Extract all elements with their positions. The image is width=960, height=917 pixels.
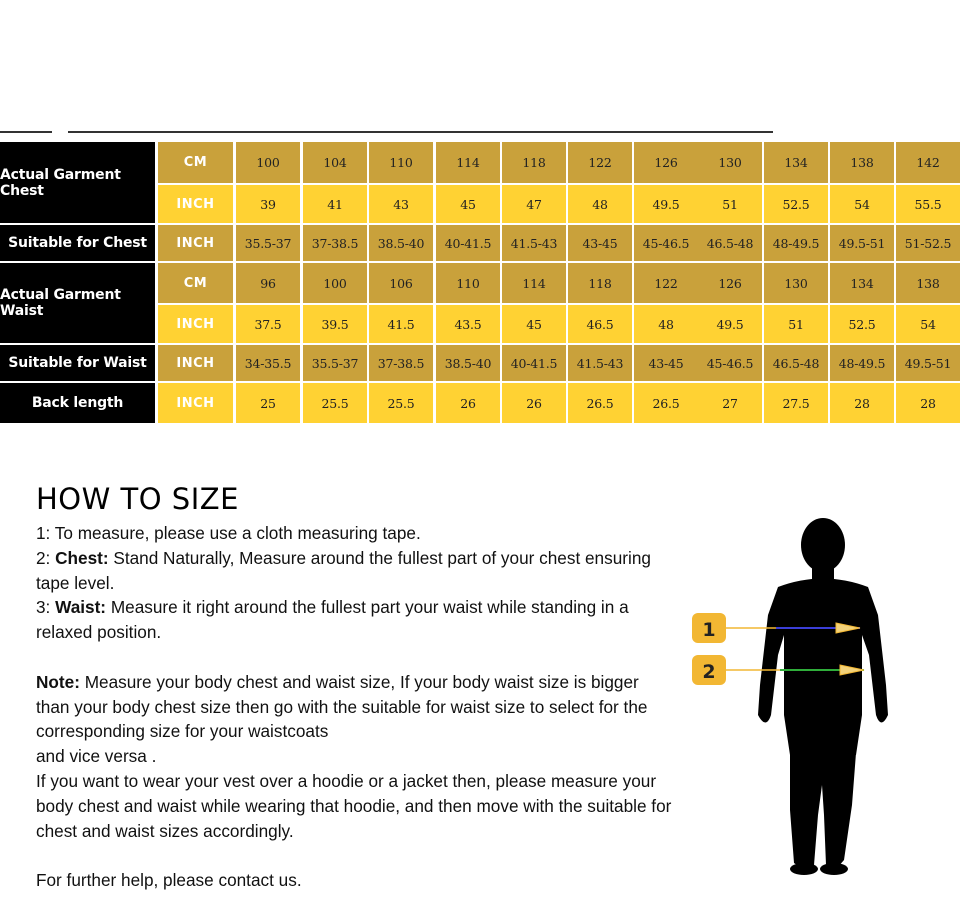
size-value-cell: 51: [698, 185, 762, 223]
size-value-cell: 52.5: [764, 185, 828, 223]
unit-cell: INCH: [158, 345, 233, 381]
size-value-cell: 118: [502, 142, 566, 183]
size-value-cell: 46.5: [568, 305, 632, 343]
size-value-cell: 43-45: [568, 225, 632, 261]
size-value-cell: 45-46.5: [634, 225, 698, 261]
size-value-cell: 49.5-51: [896, 345, 960, 381]
size-value-cell: 35.5-37: [236, 225, 300, 261]
unit-cell: INCH: [158, 225, 233, 261]
step-3: 3: Waist: Measure it right around the fullest part your waist while standing in a relaxed position.: [36, 597, 629, 643]
size-value-cell: 118: [568, 263, 632, 303]
size-value-cell: 26: [502, 383, 566, 423]
contact-text: For further help, please contact us.: [36, 870, 302, 891]
size-value-cell: 43: [369, 185, 433, 223]
unit-cell: INCH: [158, 383, 233, 423]
size-value-cell: 126: [698, 263, 762, 303]
hoodie-note: If you want to wear your vest over a hoodie or a jacket then, please measure your body chest and waist while wearing that hoodie, and then move with the suitable for chest and waist sizes accordingly.: [36, 770, 672, 841]
size-value-cell: 122: [634, 263, 698, 303]
size-value-cell: 51-52.5: [896, 225, 960, 261]
size-value-cell: 39.5: [303, 305, 367, 343]
size-value-cell: 100: [236, 142, 300, 183]
size-value-cell: 41: [303, 185, 367, 223]
size-value-cell: 51: [764, 305, 828, 343]
size-value-cell: 35.5-37: [303, 345, 367, 381]
row-label: Suitable for Chest: [0, 225, 155, 261]
step-1: 1: To measure, please use a cloth measuring tape.: [36, 523, 421, 543]
size-value-cell: 41.5: [369, 305, 433, 343]
size-value-cell: 134: [830, 263, 894, 303]
size-value-cell: 104: [303, 142, 367, 183]
size-value-cell: 26: [436, 383, 500, 423]
header-rule: [0, 131, 52, 133]
size-value-cell: 138: [896, 263, 960, 303]
row-label: Actual Garment Chest: [0, 142, 155, 223]
size-value-cell: 38.5-40: [436, 345, 500, 381]
size-value-cell: 122: [568, 142, 632, 183]
marker-2-label: 2: [702, 661, 716, 683]
size-value-cell: 130: [698, 142, 762, 183]
how-to-size-title: HOW TO SIZE: [36, 482, 239, 516]
size-value-cell: 45: [436, 185, 500, 223]
size-value-cell: 37.5: [236, 305, 300, 343]
size-value-cell: 43.5: [436, 305, 500, 343]
size-value-cell: 45-46.5: [698, 345, 762, 381]
size-value-cell: 48-49.5: [764, 225, 828, 261]
size-value-cell: 26.5: [568, 383, 632, 423]
row-label: Actual Garment Waist: [0, 263, 155, 343]
size-value-cell: 134: [764, 142, 828, 183]
how-to-size-instructions: [36, 521, 676, 893]
measurement-figure: [686, 515, 956, 885]
size-value-cell: 48: [634, 305, 698, 343]
unit-cell: INCH: [158, 185, 233, 223]
size-value-cell: 110: [369, 142, 433, 183]
size-value-cell: 138: [830, 142, 894, 183]
size-value-cell: 110: [436, 263, 500, 303]
size-value-cell: 142: [896, 142, 960, 183]
size-value-cell: 45: [502, 305, 566, 343]
size-value-cell: 43-45: [634, 345, 698, 381]
note-line-2: and vice versa .: [36, 746, 157, 767]
size-value-cell: 40-41.5: [436, 225, 500, 261]
size-value-cell: 37-38.5: [369, 345, 433, 381]
size-value-cell: 55.5: [896, 185, 960, 223]
size-value-cell: 28: [896, 383, 960, 423]
size-value-cell: 28: [830, 383, 894, 423]
size-chart-table: [0, 142, 960, 424]
header-rule: [68, 131, 773, 133]
size-value-cell: 41.5-43: [502, 225, 566, 261]
step-2: 2: Chest: Stand Naturally, Measure around the fullest part of your chest ensuring tape level.: [36, 547, 651, 593]
size-value-cell: 34-35.5: [236, 345, 300, 381]
row-label: Back length: [0, 383, 155, 423]
size-value-cell: 49.5: [634, 185, 698, 223]
marker-1-label: 1: [702, 619, 716, 641]
size-value-cell: 40-41.5: [502, 345, 566, 381]
size-value-cell: 49.5: [698, 305, 762, 343]
size-value-cell: 25.5: [369, 383, 433, 423]
size-value-cell: 106: [369, 263, 433, 303]
size-value-cell: 26.5: [634, 383, 698, 423]
size-value-cell: 114: [436, 142, 500, 183]
size-value-cell: 46.5-48: [764, 345, 828, 381]
size-value-cell: 37-38.5: [303, 225, 367, 261]
size-value-cell: 126: [634, 142, 698, 183]
person-silhouette-icon: [686, 515, 956, 885]
size-value-cell: 25.5: [303, 383, 367, 423]
size-value-cell: 48: [568, 185, 632, 223]
size-value-cell: 130: [764, 263, 828, 303]
size-value-cell: 27.5: [764, 383, 828, 423]
unit-cell: CM: [158, 142, 233, 183]
size-value-cell: 114: [502, 263, 566, 303]
size-value-cell: 27: [698, 383, 762, 423]
size-value-cell: 54: [896, 305, 960, 343]
size-value-cell: 39: [236, 185, 300, 223]
unit-cell: CM: [158, 263, 233, 303]
size-value-cell: 48-49.5: [830, 345, 894, 381]
size-value-cell: 46.5-48: [698, 225, 762, 261]
size-value-cell: 47: [502, 185, 566, 223]
size-value-cell: 100: [303, 263, 367, 303]
unit-cell: INCH: [158, 305, 233, 343]
size-value-cell: 38.5-40: [369, 225, 433, 261]
row-label: Suitable for Waist: [0, 345, 155, 381]
size-value-cell: 54: [830, 185, 894, 223]
size-value-cell: 25: [236, 383, 300, 423]
note: Note: Measure your body chest and waist size, If your body waist size is bigger than your body chest size then go with the suitable for waist size to select for the corresponding size for your waistcoats: [36, 671, 648, 742]
size-value-cell: 41.5-43: [568, 345, 632, 381]
size-value-cell: 49.5-51: [830, 225, 894, 261]
size-value-cell: 96: [236, 263, 300, 303]
size-value-cell: 52.5: [830, 305, 894, 343]
